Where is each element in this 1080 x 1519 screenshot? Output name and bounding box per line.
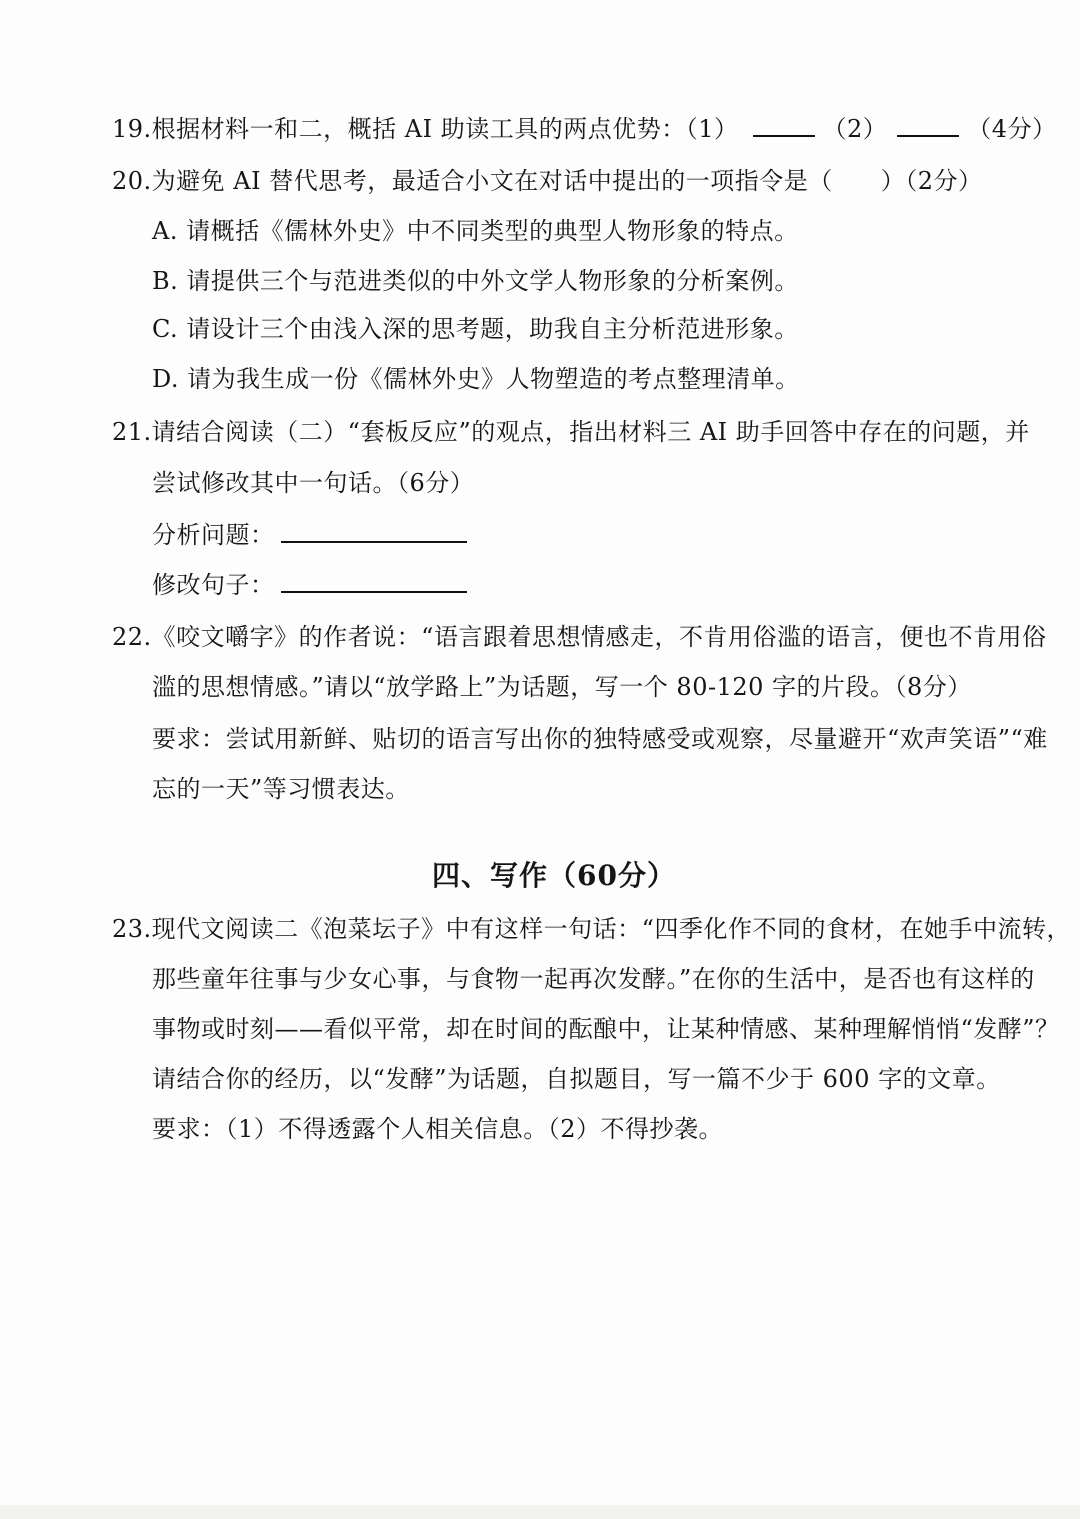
question-text: 请结合阅读（二）“套板反应”的观点，指出材料三 AI 助手回答中存在的问题，并 xyxy=(151,418,1030,446)
question-text: 现代文阅读二《泡菜坛子》中有这样一句话：“四季化作不同的食材，在她手中流转， xyxy=(151,915,1071,943)
question-number: 23. xyxy=(112,915,152,943)
revise-row xyxy=(152,568,467,602)
question-score: ）（2分） xyxy=(880,167,983,195)
question-number: 19. xyxy=(112,115,152,143)
question-number: 21. xyxy=(112,418,152,446)
option-b[interactable]: B. 请提供三个与范进类似的中外文学人物形象的分析案例。 xyxy=(152,267,799,295)
question-text: 为避免 AI 替代思考，最适合小文在对话中提出的一项指令是（ xyxy=(151,167,833,195)
revise-answer-blank[interactable] xyxy=(281,569,467,593)
question-22 xyxy=(112,620,1046,654)
question-23-line3: 事物或时刻——看似平常，却在时间的酝酿中，让某种情感、某种理解悄悄“发酵”？ xyxy=(152,1015,1060,1043)
analyze-row xyxy=(152,518,467,552)
question-number: 22. xyxy=(112,623,152,651)
question-score: （4分） xyxy=(967,115,1057,143)
answer-blank-1[interactable] xyxy=(753,113,815,137)
question-22-line2: 滥的思想情感。”请以“放学路上”为话题，写一个 80-120 字的片段。（8分） xyxy=(152,673,972,701)
analyze-label: 分析问题： xyxy=(152,521,275,549)
question-20 xyxy=(112,164,983,198)
option-a[interactable]: A. 请概括《儒林外史》中不同类型的典型人物形象的特点。 xyxy=(152,217,799,245)
question-21-line2: 尝试修改其中一句话。（6分） xyxy=(152,469,475,497)
scan-bottom-edge xyxy=(0,1505,1080,1519)
question-text-mid: （2） xyxy=(822,115,888,143)
question-22-line3: 要求：尝试用新鲜、贴切的语言写出你的独特感受或观察，尽量避开“欢声笑语”“难 xyxy=(152,725,1048,753)
analyze-answer-blank[interactable] xyxy=(281,519,467,543)
question-23-line2: 那些童年往事与少女心事，与食物一起再次发酵。”在你的生活中，是否也有这样的 xyxy=(152,965,1035,993)
question-23 xyxy=(112,912,1071,946)
question-number: 20. xyxy=(112,167,152,195)
option-d[interactable]: D. 请为我生成一份《儒林外史》人物塑造的考点整理清单。 xyxy=(152,365,800,393)
question-text: 根据材料一和二，概括 AI 助读工具的两点优势：（1） xyxy=(151,115,739,143)
option-c[interactable]: C. 请设计三个由浅入深的思考题，助我自主分析范进形象。 xyxy=(152,315,799,343)
question-22-line4: 忘的一天”等习惯表达。 xyxy=(152,775,410,803)
question-21 xyxy=(112,415,1030,449)
question-23-requirements: 要求：（1）不得透露个人相关信息。（2）不得抄袭。 xyxy=(152,1115,724,1143)
revise-label: 修改句子： xyxy=(152,571,275,599)
question-19 xyxy=(112,112,1057,146)
section-heading-writing: 四、写作（60分） xyxy=(432,859,676,892)
question-23-line4: 请结合你的经历，以“发酵”为话题，自拟题目，写一篇不少于 600 字的文章。 xyxy=(152,1065,1001,1093)
question-text: 《咬文嚼字》的作者说：“语言跟着思想情感走，不肯用俗滥的语言，便也不肯用俗 xyxy=(151,623,1047,651)
answer-blank-2[interactable] xyxy=(897,113,959,137)
